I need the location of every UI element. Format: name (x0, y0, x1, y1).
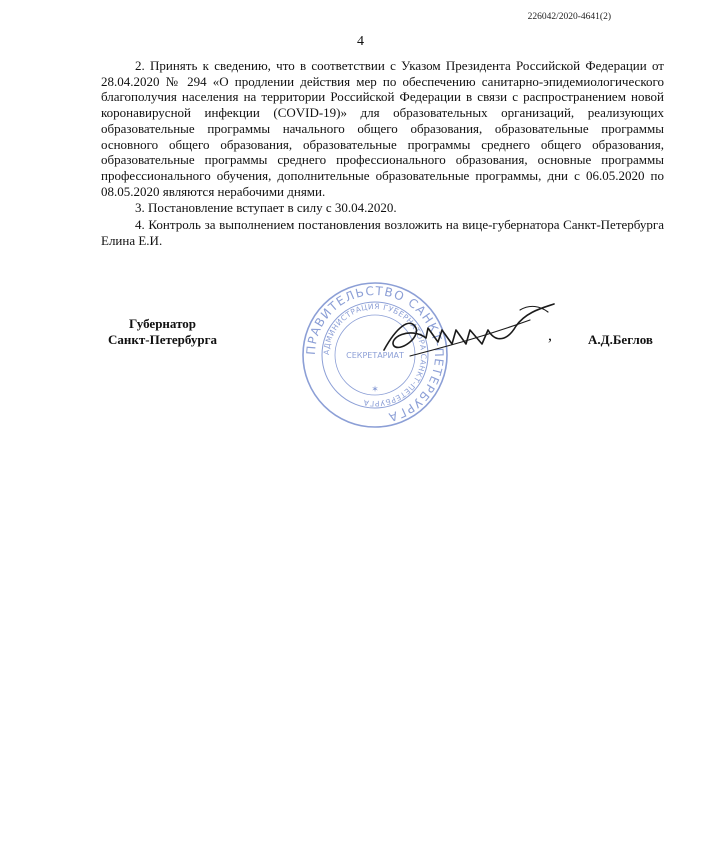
paragraph-4: 4. Контроль за выполнением постановления возложить на вице-губернатора Санкт-Петербурга Елина Е.И. (101, 217, 664, 248)
signatory-title (100, 316, 225, 348)
seal-inner-text: АДМИНИСТРАЦИЯ ГУБЕРНАТОРА САНКТ-ПЕТЕРБУРГА (321, 301, 429, 409)
page-number: 4 (357, 34, 364, 49)
handwritten-signature (370, 290, 565, 370)
document-number: 226042/2020-4641(2) (527, 12, 611, 22)
seal-outer-text: ПРАВИТЕЛЬСТВО САНКТ-ПЕТЕРБУРГА (303, 283, 447, 425)
signatory-name: А.Д.Беглов (588, 332, 653, 347)
paragraph-3: 3. Постановление вступает в силу с 30.04.2020. (135, 200, 397, 216)
signatory-title-line1: Губернатор (128, 316, 197, 331)
paragraph-2: 2. Принять к сведению, что в соответствии с Указом Президента Российской Федерации от 28.04.2020 № 294 «О продлении действия мер по обеспечению санитарно-эпидемиологического благополучия населения на территории Российской Федерации в связи с распространением новой коронавирусной инфекции (COVID-19)» для образовательных организаций, реализующих образовательные программы начального общего образования, образовательные программы основного общего образования, образовательные программы среднего общего образования, образовательные программы среднего профессионального образования, основные программы профессионального обучения, дополнительные образовательные программы, дни с 06.05.2020 по 08.05.2020 являются нерабочими днями. (101, 58, 664, 199)
document-body (101, 58, 664, 248)
seal-star-icon: ✶ (371, 384, 379, 394)
seal-center-text: СЕКРЕТАРИАТ (346, 351, 404, 360)
signatory-title-line2: Санкт-Петербурга (108, 332, 217, 347)
signature-comma: , (548, 327, 552, 344)
